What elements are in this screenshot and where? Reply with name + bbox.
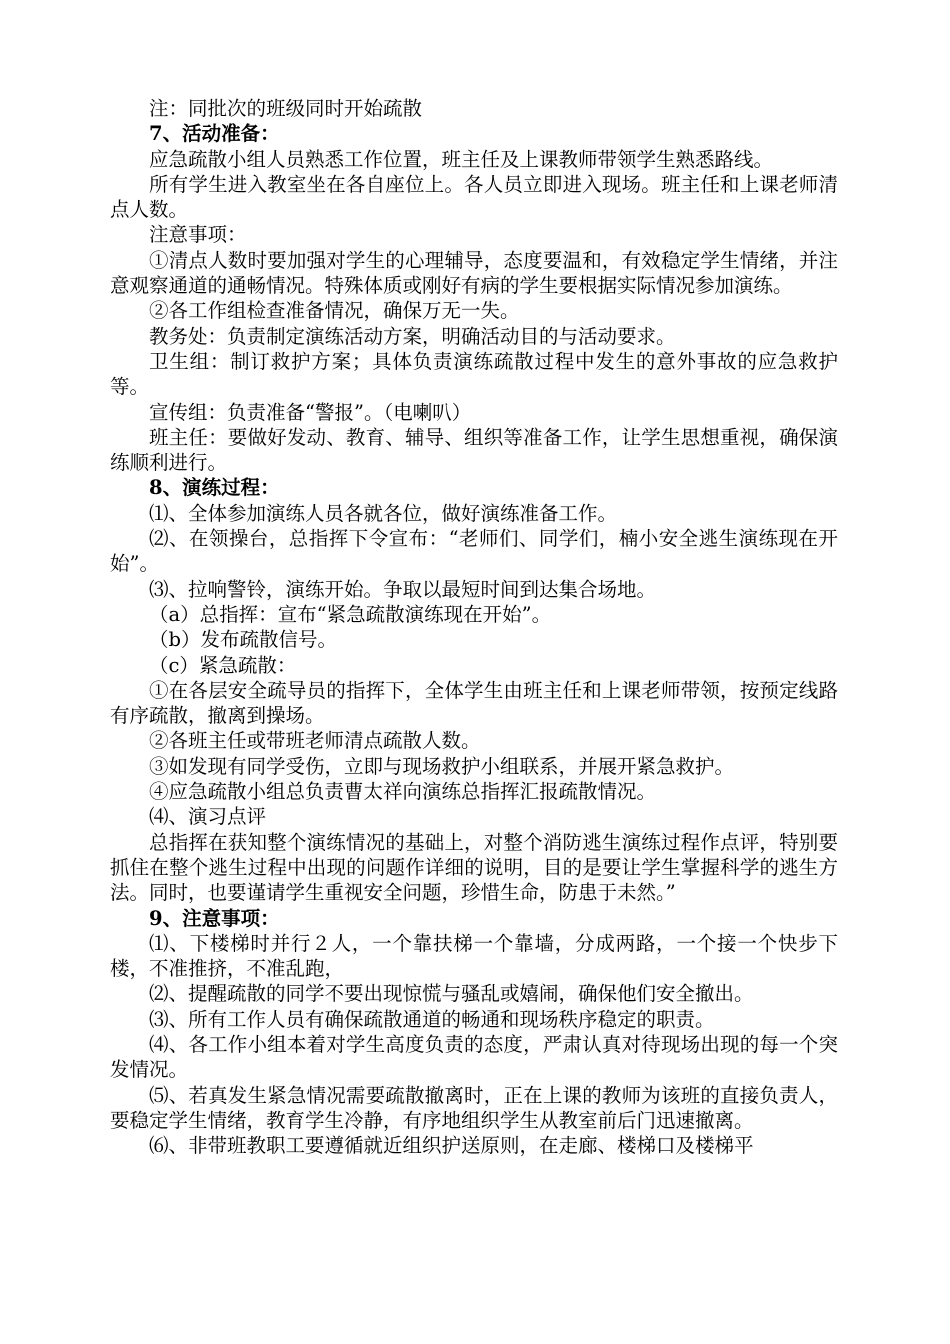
paragraph: ③如发现有同学受伤，立即与现场救护小组联系，并展开紧急救护。 [149, 754, 735, 778]
paragraph: （b）发布疏散信号。 [149, 628, 337, 652]
paragraph: 宣传组：负责准备“警报”。（电喇叭） [149, 400, 472, 424]
paragraph: ⑴、下楼梯时并行２人，一个靠扶梯一个靠墙，分成两路，一个接一个快步下楼，不准推挤，不准乱跑， [110, 931, 838, 981]
paragraph: ④应急疏散小组总负责曹太祥向演练总指挥汇报疏散情况。 [149, 780, 657, 804]
paragraph: 卫生组：制订救护方案；具体负责演练疏散过程中发生的意外事故的应急救护等。 [110, 349, 838, 399]
paragraph: ⑴、全体参加演练人员各就各位，做好演练准备工作。 [149, 501, 618, 525]
section-heading: 8、演练过程： [149, 476, 280, 500]
paragraph: ⑶、拉响警铃，演练开始。争取以最短时间到达集合场地。 [149, 577, 657, 601]
paragraph: （c）紧急疏散： [149, 653, 297, 677]
paragraph: ⑹、非带班教职工要遵循就近组织护送原则，在走廊、楼梯口及楼梯平 [149, 1134, 754, 1158]
paragraph: 注意事项： [149, 223, 247, 247]
paragraph: 教务处：负责制定演练活动方案，明确活动目的与活动要求。 [149, 324, 676, 348]
paragraph: 总指挥在获知整个演练情况的基础上，对整个消防逃生演练过程作点评，特别要抓住在整个逃生过程中出现的问题作详细的说明，目的是要让学生掌握科学的逃生方法。同时，也要谨请学生重视安全问题，珍惜生命，防患于未然。” [110, 830, 838, 905]
section-heading: 9、注意事项： [149, 906, 280, 930]
paragraph: ①清点人数时要加强对学生的心理辅导，态度要温和，有效稳定学生情绪，并注意观察通道的通畅情况。特殊体质或刚好有病的学生要根据实际情况参加演练。 [110, 248, 838, 298]
paragraph: ⑷、各工作小组本着对学生高度负责的态度，严肃认真对待现场出现的每一个突发情况。 [110, 1032, 838, 1082]
paragraph: 班主任：要做好发动、教育、辅导、组织等准备工作，让学生思想重视，确保演练顺利进行。 [110, 425, 838, 475]
paragraph: ⑵、提醒疏散的同学不要出现惊慌与骚乱或嬉闹，确保他们安全撤出。 [149, 982, 754, 1006]
document-body [110, 96, 838, 1158]
paragraph: ②各工作组检查准备情况，确保万无一失。 [149, 299, 520, 323]
section-heading: 7、活动准备： [149, 122, 280, 146]
paragraph: 注：同批次的班级同时开始疏散 [149, 97, 423, 120]
paragraph: ⑸、若真发生紧急情况需要疏散撤离时，正在上课的教师为该班的直接负责人，要稳定学生情绪，教育学生冷静，有序地组织学生从教室前后门迅速撤离。 [110, 1083, 838, 1132]
paragraph: ⑶、所有工作人员有确保疏散通道的畅通和现场秩序稳定的职责。 [149, 1007, 715, 1031]
paragraph: （a）总指挥：宣布“紧急疏散演练现在开始”。 [149, 602, 552, 626]
paragraph: ①在各层安全疏导员的指挥下，全体学生由班主任和上课老师带领，按预定线路有序疏散，撤离到操场。 [110, 678, 838, 728]
paragraph: ⑷、演习点评 [149, 805, 267, 829]
paragraph: ⑵、在领操台，总指挥下令宣布：“老师们、同学们，楠小安全逃生演练现在开始”。 [110, 527, 838, 576]
paragraph: 所有学生进入教室坐在各自座位上。各人员立即进入现场。班主任和上课老师清点人数。 [110, 172, 838, 222]
paragraph: ②各班主任或带班老师清点疏散人数。 [149, 729, 481, 753]
paragraph: 应急疏散小组人员熟悉工作位置，班主任及上课教师带领学生熟悉路线。 [149, 147, 774, 171]
